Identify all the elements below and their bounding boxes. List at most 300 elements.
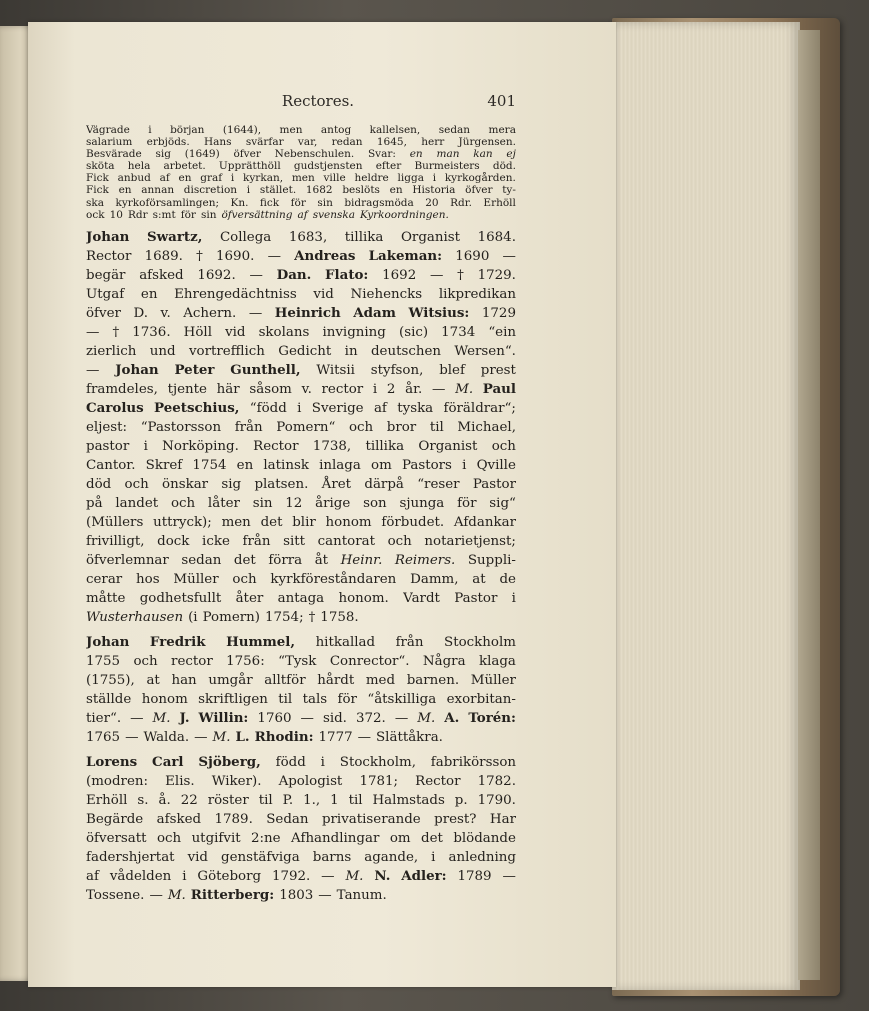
word: in	[344, 343, 358, 359]
word: Stockholm,	[339, 754, 416, 770]
word: Pomern)	[202, 609, 260, 625]
word: och	[491, 438, 516, 454]
word: 1789	[457, 868, 492, 884]
word: en	[118, 184, 132, 197]
word: skolans	[258, 324, 310, 340]
word: at	[472, 571, 486, 587]
text-block	[86, 124, 516, 905]
word: Erhöll	[86, 792, 128, 808]
word: Adler:	[401, 867, 447, 884]
word: Müller	[173, 571, 219, 587]
text-line	[86, 160, 516, 172]
word: Witsius:	[408, 304, 470, 321]
word: 1754	[192, 457, 227, 473]
word: honom	[325, 514, 372, 530]
text-line	[86, 513, 516, 532]
word: Rector	[253, 438, 299, 454]
small-print-paragraph	[86, 124, 516, 221]
word: öfver	[233, 148, 261, 161]
word: Paul	[482, 380, 516, 397]
word: ska	[86, 196, 105, 209]
word: 1790.	[477, 792, 516, 808]
word: 1683,	[288, 229, 328, 245]
word: öfverlemnar	[86, 552, 169, 568]
word: det	[260, 514, 283, 530]
word: röster	[207, 792, 249, 808]
text-line	[86, 494, 516, 513]
word: Witsii	[316, 362, 355, 378]
word: Ehrengedächtniss	[174, 286, 297, 302]
text-line	[86, 285, 516, 304]
word: 1782.	[477, 773, 516, 789]
word: frivilligt,	[86, 533, 145, 549]
word: Historia	[412, 184, 456, 197]
text-line	[86, 184, 516, 196]
word: Pastors	[401, 457, 452, 473]
word: Adam	[353, 304, 396, 321]
word: i	[297, 400, 302, 416]
word: 1.,	[303, 792, 321, 808]
word: början	[170, 124, 205, 136]
word: fabrikörsson	[430, 754, 516, 770]
word: Qville	[476, 457, 516, 473]
word: 2	[386, 381, 396, 397]
word: vid	[187, 849, 208, 865]
word: och	[156, 830, 182, 846]
word: Ritterberg:	[190, 886, 275, 903]
word: med	[365, 672, 396, 688]
word: s:mt	[152, 208, 176, 221]
word: anbud	[117, 172, 151, 185]
text-line	[86, 589, 516, 608]
word: Müller	[470, 672, 516, 688]
word: J.	[179, 709, 190, 726]
word: utgifvit	[191, 830, 241, 846]
book-page	[28, 22, 616, 987]
word: v.	[301, 381, 312, 397]
word: 1736.	[132, 324, 171, 340]
word: ville	[323, 172, 346, 185]
word: salarium	[86, 136, 133, 149]
text-line	[86, 848, 516, 867]
word: “Tysk	[278, 653, 317, 669]
word: (1755),	[86, 672, 135, 688]
word: dock	[157, 533, 190, 549]
word: (1649)	[184, 148, 220, 161]
text-line	[86, 772, 516, 791]
word: pastor	[86, 438, 130, 454]
word: alltför	[264, 672, 306, 688]
word: antaga	[277, 590, 325, 606]
word: rector	[321, 381, 364, 397]
word: i	[148, 124, 152, 136]
page-block-shadow	[798, 30, 820, 980]
word: sin	[252, 495, 273, 511]
word: född	[275, 754, 306, 770]
word: förbudet.	[381, 514, 445, 530]
word: år.	[405, 381, 423, 397]
word: önskar	[162, 476, 209, 492]
word: i	[182, 868, 187, 884]
word: Hans	[203, 136, 232, 149]
word: Heinr.	[340, 552, 383, 568]
text-line	[86, 197, 516, 209]
word: Johan	[86, 633, 130, 650]
word: årige	[315, 495, 351, 511]
word: och	[170, 495, 196, 511]
word: (sic)	[398, 324, 429, 340]
word: ock	[86, 208, 105, 221]
word: tillika	[365, 438, 405, 454]
word: 1760	[257, 710, 292, 726]
word: Lakeman:	[368, 247, 443, 264]
word: —	[300, 710, 314, 726]
word: Kyrkoordningen.	[360, 208, 449, 221]
word: 372.	[355, 710, 386, 726]
word: 1792.	[271, 868, 311, 884]
word: herr	[421, 136, 445, 149]
word: til	[348, 792, 363, 808]
word: det	[233, 552, 256, 568]
word: antog	[320, 124, 352, 136]
word: Rector	[86, 248, 132, 264]
word: Wusterhausen	[86, 609, 184, 625]
word: —	[248, 305, 263, 321]
page-number: 401	[487, 92, 516, 110]
word: (1644),	[222, 124, 262, 136]
word: Carolus	[86, 399, 144, 416]
word: öfversättning	[221, 208, 293, 221]
word: af	[373, 400, 387, 416]
word: död.	[492, 160, 516, 173]
word: Organist	[400, 229, 461, 245]
paragraph-hummel	[86, 633, 516, 747]
word: Vardt	[403, 590, 440, 606]
word: 2:ne	[251, 830, 281, 846]
word: 1781;	[359, 773, 399, 789]
word: —	[429, 267, 444, 283]
word: men	[221, 514, 251, 530]
word: var,	[297, 136, 318, 149]
text-line	[86, 399, 516, 418]
word: vådelden	[109, 868, 172, 884]
word: sjunga	[399, 495, 445, 511]
word: det	[421, 830, 443, 846]
word: Rector	[415, 773, 461, 789]
word: Andreas	[294, 247, 356, 264]
word: Tanum.	[336, 887, 387, 903]
word: landet	[115, 495, 159, 511]
word: af	[297, 208, 308, 221]
word: här	[216, 381, 240, 397]
word: uttryck);	[153, 514, 212, 530]
word: Conrector“.	[329, 653, 410, 669]
word: bidragsmöda	[344, 196, 414, 209]
word: Heinrich	[274, 304, 341, 321]
word: ty-	[502, 184, 516, 197]
word: sköta	[86, 160, 115, 173]
word: Svar:	[367, 148, 396, 161]
word: åter	[235, 590, 264, 606]
word: men	[279, 124, 303, 136]
word: Michael,	[457, 419, 516, 435]
word: i	[511, 590, 516, 606]
word: en	[140, 286, 158, 302]
word: barns	[312, 849, 352, 865]
word: inlaga	[319, 457, 361, 473]
word: 1734	[441, 324, 476, 340]
word: 1755	[86, 653, 121, 669]
text-line	[86, 228, 516, 247]
word: notarietjenst;	[424, 533, 516, 549]
word: “åtskilliga	[367, 691, 437, 707]
text-line	[86, 247, 516, 266]
word: Halmstads	[372, 792, 445, 808]
word: —	[125, 729, 139, 745]
word: och	[348, 419, 374, 435]
word: annan	[141, 184, 175, 197]
word: för	[290, 196, 306, 209]
word: M.	[167, 887, 186, 903]
word: på	[86, 495, 103, 511]
word: för	[457, 495, 477, 511]
word: mera	[488, 124, 516, 136]
word: från	[234, 419, 263, 435]
word: “född	[249, 400, 287, 416]
word: —	[86, 324, 100, 340]
word: gudstjensten	[293, 160, 363, 173]
word: öfversatt	[86, 830, 147, 846]
word: de	[499, 571, 516, 587]
word: icke	[202, 533, 230, 549]
word: “ein	[488, 324, 516, 340]
word: svenska	[312, 208, 356, 221]
word: erbjöds.	[146, 136, 190, 149]
text-line	[86, 709, 516, 728]
word: afsked	[139, 267, 184, 283]
word: 1777	[318, 729, 353, 745]
word: skriftligen	[198, 691, 268, 707]
word: heldre	[354, 172, 389, 185]
word: A.	[444, 709, 460, 726]
word: 1	[330, 792, 339, 808]
word: Rdr	[127, 208, 148, 221]
word: för	[180, 208, 196, 221]
running-head: Rectores.	[281, 92, 355, 110]
word: Tossene.	[86, 887, 145, 903]
word: Skref	[145, 457, 183, 473]
word: honom	[141, 691, 188, 707]
word: i	[320, 754, 325, 770]
word: förra	[268, 552, 303, 568]
word: —	[318, 887, 332, 903]
word: 1765	[86, 729, 121, 745]
word: från	[395, 634, 424, 650]
word: 1758.	[320, 609, 359, 625]
word: 1729	[481, 305, 516, 321]
word: Organist	[418, 438, 478, 454]
word: v.	[160, 305, 171, 321]
text-line	[86, 456, 516, 475]
text-line	[86, 690, 516, 709]
word: i	[431, 849, 436, 865]
word: Stockholm	[444, 634, 516, 650]
word: öfver	[86, 305, 121, 321]
word: 1803	[279, 887, 314, 903]
word: 1756:	[226, 653, 265, 669]
word: åt	[314, 552, 329, 568]
word: hos	[136, 571, 160, 587]
word: och	[133, 653, 158, 669]
word: hårdt	[317, 672, 355, 688]
text-line	[86, 867, 516, 886]
text-line	[86, 551, 516, 570]
word: Swartz,	[146, 228, 203, 245]
word: Reimers.	[394, 552, 456, 568]
word: Höll	[183, 324, 212, 340]
text-line	[86, 323, 516, 342]
word: sitt	[283, 533, 306, 549]
word: redan	[331, 136, 363, 149]
text-line	[86, 532, 516, 551]
word: af	[159, 172, 170, 185]
word: hitkallad	[315, 634, 376, 650]
word: zierlich	[86, 343, 137, 359]
word: Har	[489, 811, 516, 827]
word: 1689.	[144, 248, 183, 264]
paragraph-swartz	[86, 228, 516, 627]
word: i	[432, 172, 437, 185]
word: (modren:	[86, 773, 149, 789]
word: svärfar	[245, 136, 284, 149]
word: om	[371, 457, 392, 473]
word: at	[146, 672, 160, 688]
text-line	[86, 172, 516, 184]
word: Sjöberg,	[198, 753, 261, 770]
word: därpå	[364, 476, 404, 492]
word: fick	[259, 196, 280, 209]
word: P.	[282, 792, 294, 808]
word: 1789.	[214, 811, 253, 827]
word: arbetet.	[163, 160, 206, 173]
word: Carl	[152, 753, 184, 770]
text-line	[86, 148, 516, 160]
word: ej	[506, 148, 516, 161]
word: en	[178, 172, 192, 185]
text-line	[86, 437, 516, 456]
word: cantorat	[317, 533, 375, 549]
word: Achern.	[183, 305, 237, 321]
word: kyrkogården.	[444, 172, 516, 185]
word: Nebenschulen.	[274, 148, 355, 161]
word: “Pastorsson	[140, 419, 222, 435]
word: i	[143, 438, 148, 454]
text-line	[86, 304, 516, 323]
word: —	[130, 710, 144, 726]
word: klaga	[478, 653, 516, 669]
word: eljest:	[86, 419, 128, 435]
word: Cantor.	[86, 457, 136, 473]
word: Willin:	[198, 709, 249, 726]
word: til	[278, 691, 293, 707]
word: Utgaf	[86, 286, 125, 302]
word: Afdankar	[453, 514, 516, 530]
word: vortrefflich	[188, 343, 265, 359]
paragraph-sjoberg	[86, 753, 516, 905]
word: latinsk	[263, 457, 309, 473]
word: †	[308, 609, 316, 625]
word: M.	[417, 710, 436, 726]
word: Jürgensen.	[458, 136, 516, 149]
word: graf	[200, 172, 223, 185]
word: Vägrade	[86, 124, 130, 136]
word: 20	[425, 196, 439, 209]
word: Suppli-	[467, 552, 516, 568]
word: invigning	[322, 324, 386, 340]
word: Norköping.	[162, 438, 239, 454]
word: Fick	[86, 172, 109, 185]
word: tyska	[397, 400, 434, 416]
word: låter	[207, 495, 240, 511]
word: tillika	[344, 229, 384, 245]
word: L.	[235, 728, 250, 745]
word: —	[86, 362, 100, 378]
word: Några	[422, 653, 466, 669]
word: —	[321, 868, 335, 884]
word: Pastor	[454, 590, 498, 606]
word: ligga	[397, 172, 424, 185]
word: sig“	[489, 495, 516, 511]
word: Sverige	[311, 400, 364, 416]
word: sedan	[181, 552, 222, 568]
word: vid	[313, 286, 334, 302]
word: †	[457, 267, 464, 283]
text-line	[86, 829, 516, 848]
word: Walda.	[143, 729, 190, 745]
word: en	[389, 184, 403, 197]
word: —	[357, 729, 371, 745]
word: i	[246, 184, 251, 197]
word: —	[267, 248, 281, 264]
word: (i	[188, 609, 198, 625]
word: 1690	[455, 248, 490, 264]
word: Kn.	[230, 196, 249, 209]
word: af	[86, 868, 99, 884]
page-header	[120, 92, 516, 114]
word: bror	[386, 419, 417, 435]
word: stället.	[259, 184, 297, 197]
text-line	[86, 475, 516, 494]
word: Lorens	[86, 753, 138, 770]
word: Besvärade	[86, 148, 142, 161]
word: und	[149, 343, 176, 359]
word: en	[236, 457, 254, 473]
word: och	[124, 476, 149, 492]
word: för	[337, 691, 357, 707]
word: 1754;	[265, 609, 304, 625]
word: fadershjertat	[86, 849, 175, 865]
word: 1645,	[376, 136, 407, 149]
word: Peter	[174, 361, 215, 378]
word: Rhodin:	[254, 728, 314, 745]
word: privatiserande	[321, 811, 421, 827]
page-block-edges	[612, 22, 800, 990]
word: kallelsen,	[369, 124, 421, 136]
word: rector	[171, 653, 213, 669]
word: Wersen“.	[454, 343, 516, 359]
word: Rdr.	[450, 196, 472, 209]
word: vid	[225, 324, 246, 340]
